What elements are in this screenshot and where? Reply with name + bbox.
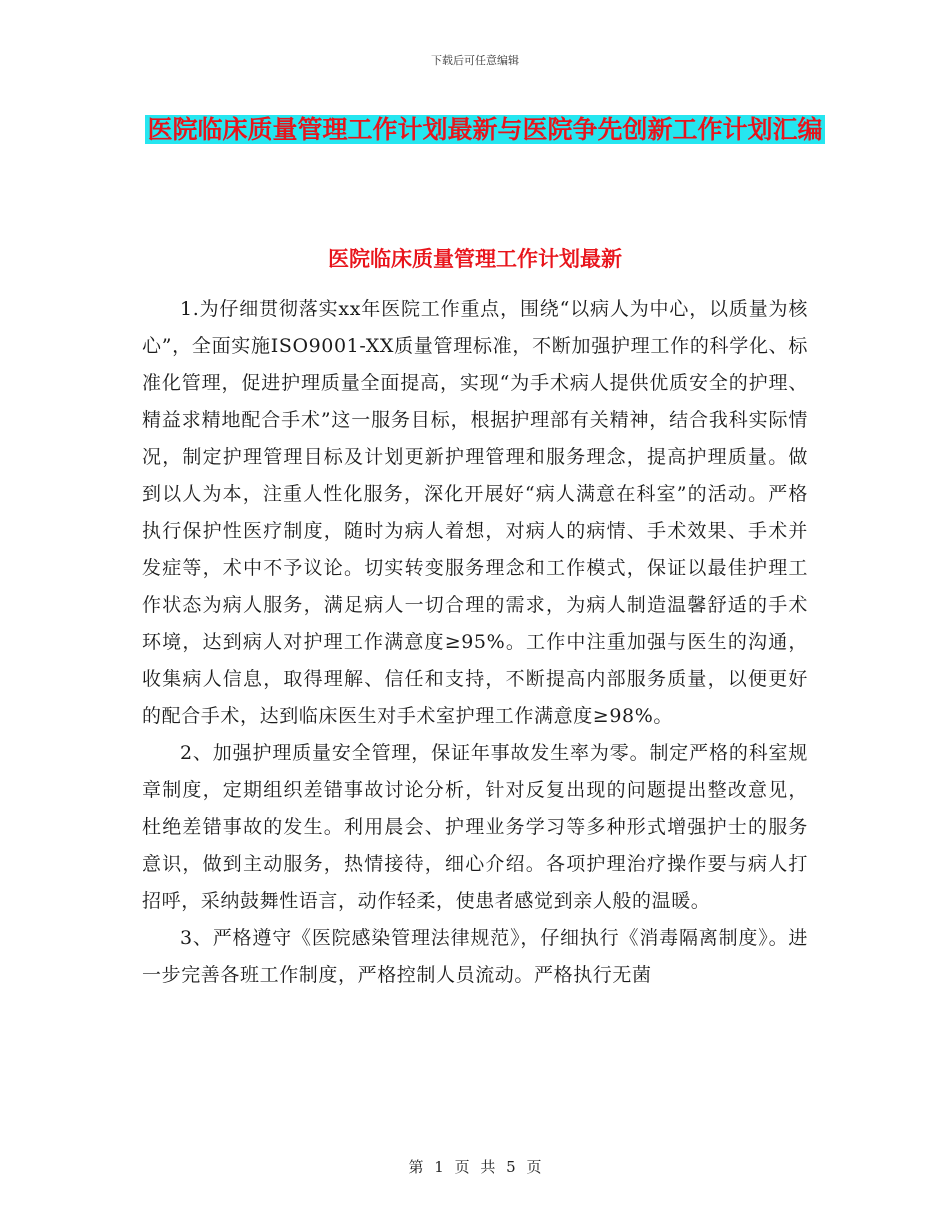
paragraph: 1.为仔细贯彻落实xx年医院工作重点，围绕“以病人为中心，以质量为核心”，全面实施ISO9001-XX质量管理标准，不断加强护理工作的科学化、标准化管理，促进护理质量全面提高，实现“为手术病人提供优质安全的护理、精益求精地配合手术”这一服务目标，根据护理部有关精神，结合我科实际情况，制定护理管理目标及计划更新护理管理和服务理念，提高护理质量。做到以人为本，注重人性化服务，深化开展好“病人满意在科室”的活动。严格执行保护性医疗制度，随时为病人着想，对病人的病情、手术效果、手术并发症等，术中不予议论。切实转变服务理念和工作模式，保证以最佳护理工作状态为病人服务，满足病人一切合理的需求，为病人制造温馨舒适的手术环境，达到病人对护理工作满意度≥95%。工作中注重加强与医生的沟通，收集病人信息，取得理解、信任和支持，不断提高内部服务质量，以便更好的配合手术，达到临床医生对手术室护理工作满意度≥98%。 bbox=[142, 298, 808, 727]
header-note: 下载后可任意编辑 bbox=[431, 54, 519, 67]
document-body bbox=[142, 291, 808, 994]
document-title-text: 医院临床质量管理工作计划最新与医院争先创新工作计划汇编 bbox=[147, 115, 823, 144]
section-title: 医院临床质量管理工作计划最新 bbox=[328, 246, 622, 271]
document-title bbox=[140, 106, 830, 154]
paragraph: 3、严格遵守《医院感染管理法律规范》，仔细执行《消毒隔离制度》。进一步完善各班工作制度，严格控制人员流动。严格执行无菌 bbox=[142, 927, 808, 986]
paragraph: 2、加强护理质量安全管理，保证年事故发生率为零。制定严格的科室规章制度，定期组织差错事故讨论分析，针对反复出现的问题提出整改意见，杜绝差错事故的发生。利用晨会、护理业务学习等多种形式增强护士的服务意识，做到主动服务，热情接待，细心介绍。各项护理治疗操作要与病人打招呼，采纳鼓舞性语言，动作轻柔，使患者感觉到亲人般的温暖。 bbox=[142, 742, 808, 912]
page-number: 第 1 页 共 5 页 bbox=[408, 1158, 542, 1176]
